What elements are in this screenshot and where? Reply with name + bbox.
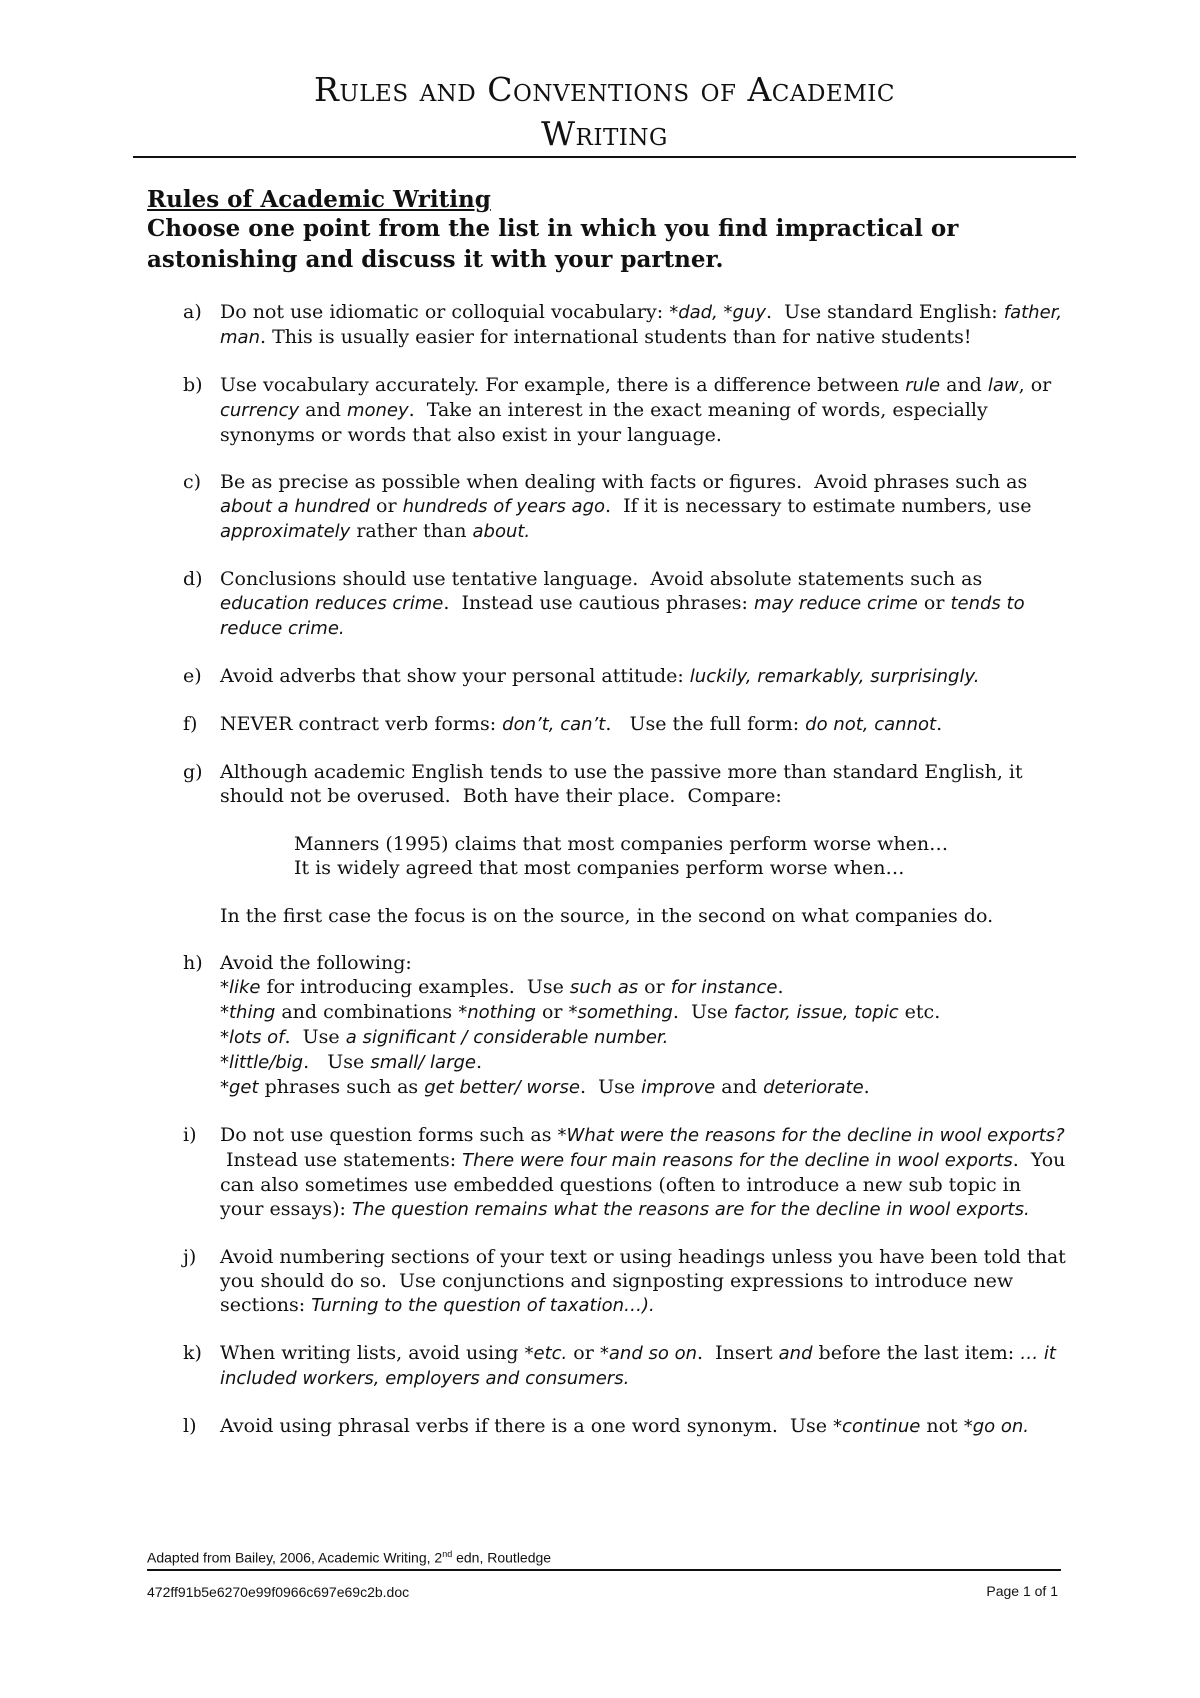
rule-example: Manners (1995) claims that most companies perform worse when… It is widely agreed that most companies perform worse when…: [294, 833, 949, 879]
rule-letter: g): [183, 761, 203, 783]
rule-item: [147, 1414, 1067, 1439]
rule-letter: h): [183, 952, 203, 974]
rule-letter: b): [183, 374, 203, 396]
footer-credit: [147, 1549, 551, 1566]
footer-page-number: Page 1 of 1: [986, 1583, 1058, 1599]
rule-text: Avoid using phrasal verbs if there is a one word synonym. Use *continue not *go on.: [220, 1415, 1030, 1437]
rule-item: [147, 1341, 1067, 1391]
rule-item: [147, 300, 1067, 350]
footer-document-id: 472ff91b5e6270e99f0966c697e69c2b.doc: [147, 1584, 410, 1600]
title-line-2: Writing: [541, 114, 668, 153]
rule-letter: c): [183, 471, 202, 493]
rule-letter: e): [183, 665, 202, 687]
rule-text: Although academic English tends to use the passive more than standard English, it should not be overused. Both have their place. Compare:: [220, 761, 1023, 807]
rule-item: [147, 760, 1067, 928]
rule-text: Avoid the following: *like for introducing examples. Use such as or for instance. *thing and combinations *nothing or *something. Use factor, issue, topic etc. *lots of. Use a significant / considerable number. *little/big. Use small/ large. *get phrases such as get better/ worse. Use improve and deteriorate.: [220, 952, 941, 1098]
footer-credit-text: Adapted from Bailey, 2006, Academic Writing, 2: [147, 1549, 443, 1566]
rule-text: Be as precise as possible when dealing with facts or figures. Avoid phrases such as about a hundred or hundreds of years ago. If it is necessary to estimate numbers, use approximately rather than about.: [220, 471, 1032, 542]
title-divider: [133, 156, 1076, 158]
rule-letter: f): [183, 713, 198, 735]
rule-text: Conclusions should use tentative language. Avoid absolute statements such as education reduces crime. Instead use cautious phrases: may reduce crime or tends to reduce crime.: [220, 568, 1025, 639]
rule-letter: k): [183, 1342, 202, 1364]
rule-letter: a): [183, 301, 202, 323]
rule-text: When writing lists, avoid using *etc. or *and so on. Insert and before the last item: … it included workers, employers and consumers.: [220, 1342, 1056, 1389]
title-line-1: Rules and Conventions of Academic: [314, 70, 895, 109]
footer-credit-text-end: edn, Routledge: [452, 1549, 552, 1566]
rule-text: Avoid numbering sections of your text or using headings unless you have been told that you should do so. Use conjunctions and signposting expressions to introduce new sections: Turning to the question of taxation…).: [220, 1246, 1066, 1316]
rule-item: [147, 373, 1067, 447]
rule-item: [147, 664, 1067, 689]
rule-item: [147, 1245, 1067, 1318]
discussion-prompt: Choose one point from the list in which you find impractical or astonishing and discuss it with your partner.: [147, 215, 959, 273]
footer-credit-sup: nd: [442, 1549, 453, 1559]
rule-item: [147, 712, 1067, 737]
rule-followup: In the first case the focus is on the source, in the second on what companies do.: [220, 905, 994, 927]
rule-letter: l): [183, 1415, 197, 1437]
footer-divider: [147, 1569, 1061, 1571]
rule-text: Avoid adverbs that show your personal attitude: luckily, remarkably, surprisingly.: [220, 665, 980, 687]
rule-letter: i): [183, 1124, 197, 1146]
rule-item: [147, 567, 1067, 641]
rules-list: [147, 300, 1067, 1462]
rule-letter: j): [183, 1246, 197, 1268]
rule-text: Do not use question forms such as *What were the reasons for the decline in wool exports? Instead use statements: There were four main reasons for the decline in wool exports. You can also sometimes use embedded questions (often to introduce a new sub topic in your essays): The question remains what the reasons are for the decline in wool exports.: [220, 1124, 1066, 1220]
rule-text: Do not use idiomatic or colloquial vocabulary: *dad, *guy. Use standard English: father, man. This is usually easier for international students than for native students!: [220, 301, 1063, 348]
rule-text: NEVER contract verb forms: don’t, can’t. Use the full form: do not, cannot.: [220, 713, 943, 735]
section-heading: Rules of Academic Writing: [147, 186, 491, 213]
rule-item: [147, 1123, 1067, 1222]
rule-item: [147, 951, 1067, 1100]
rule-text: Use vocabulary accurately. For example, there is a difference between rule and law, or currency and money. Take an interest in the exact meaning of words, especially synonyms or words that also exist in your language.: [220, 374, 1052, 446]
document-title: [133, 68, 1076, 156]
rule-letter: d): [183, 568, 203, 590]
rule-item: [147, 470, 1067, 544]
